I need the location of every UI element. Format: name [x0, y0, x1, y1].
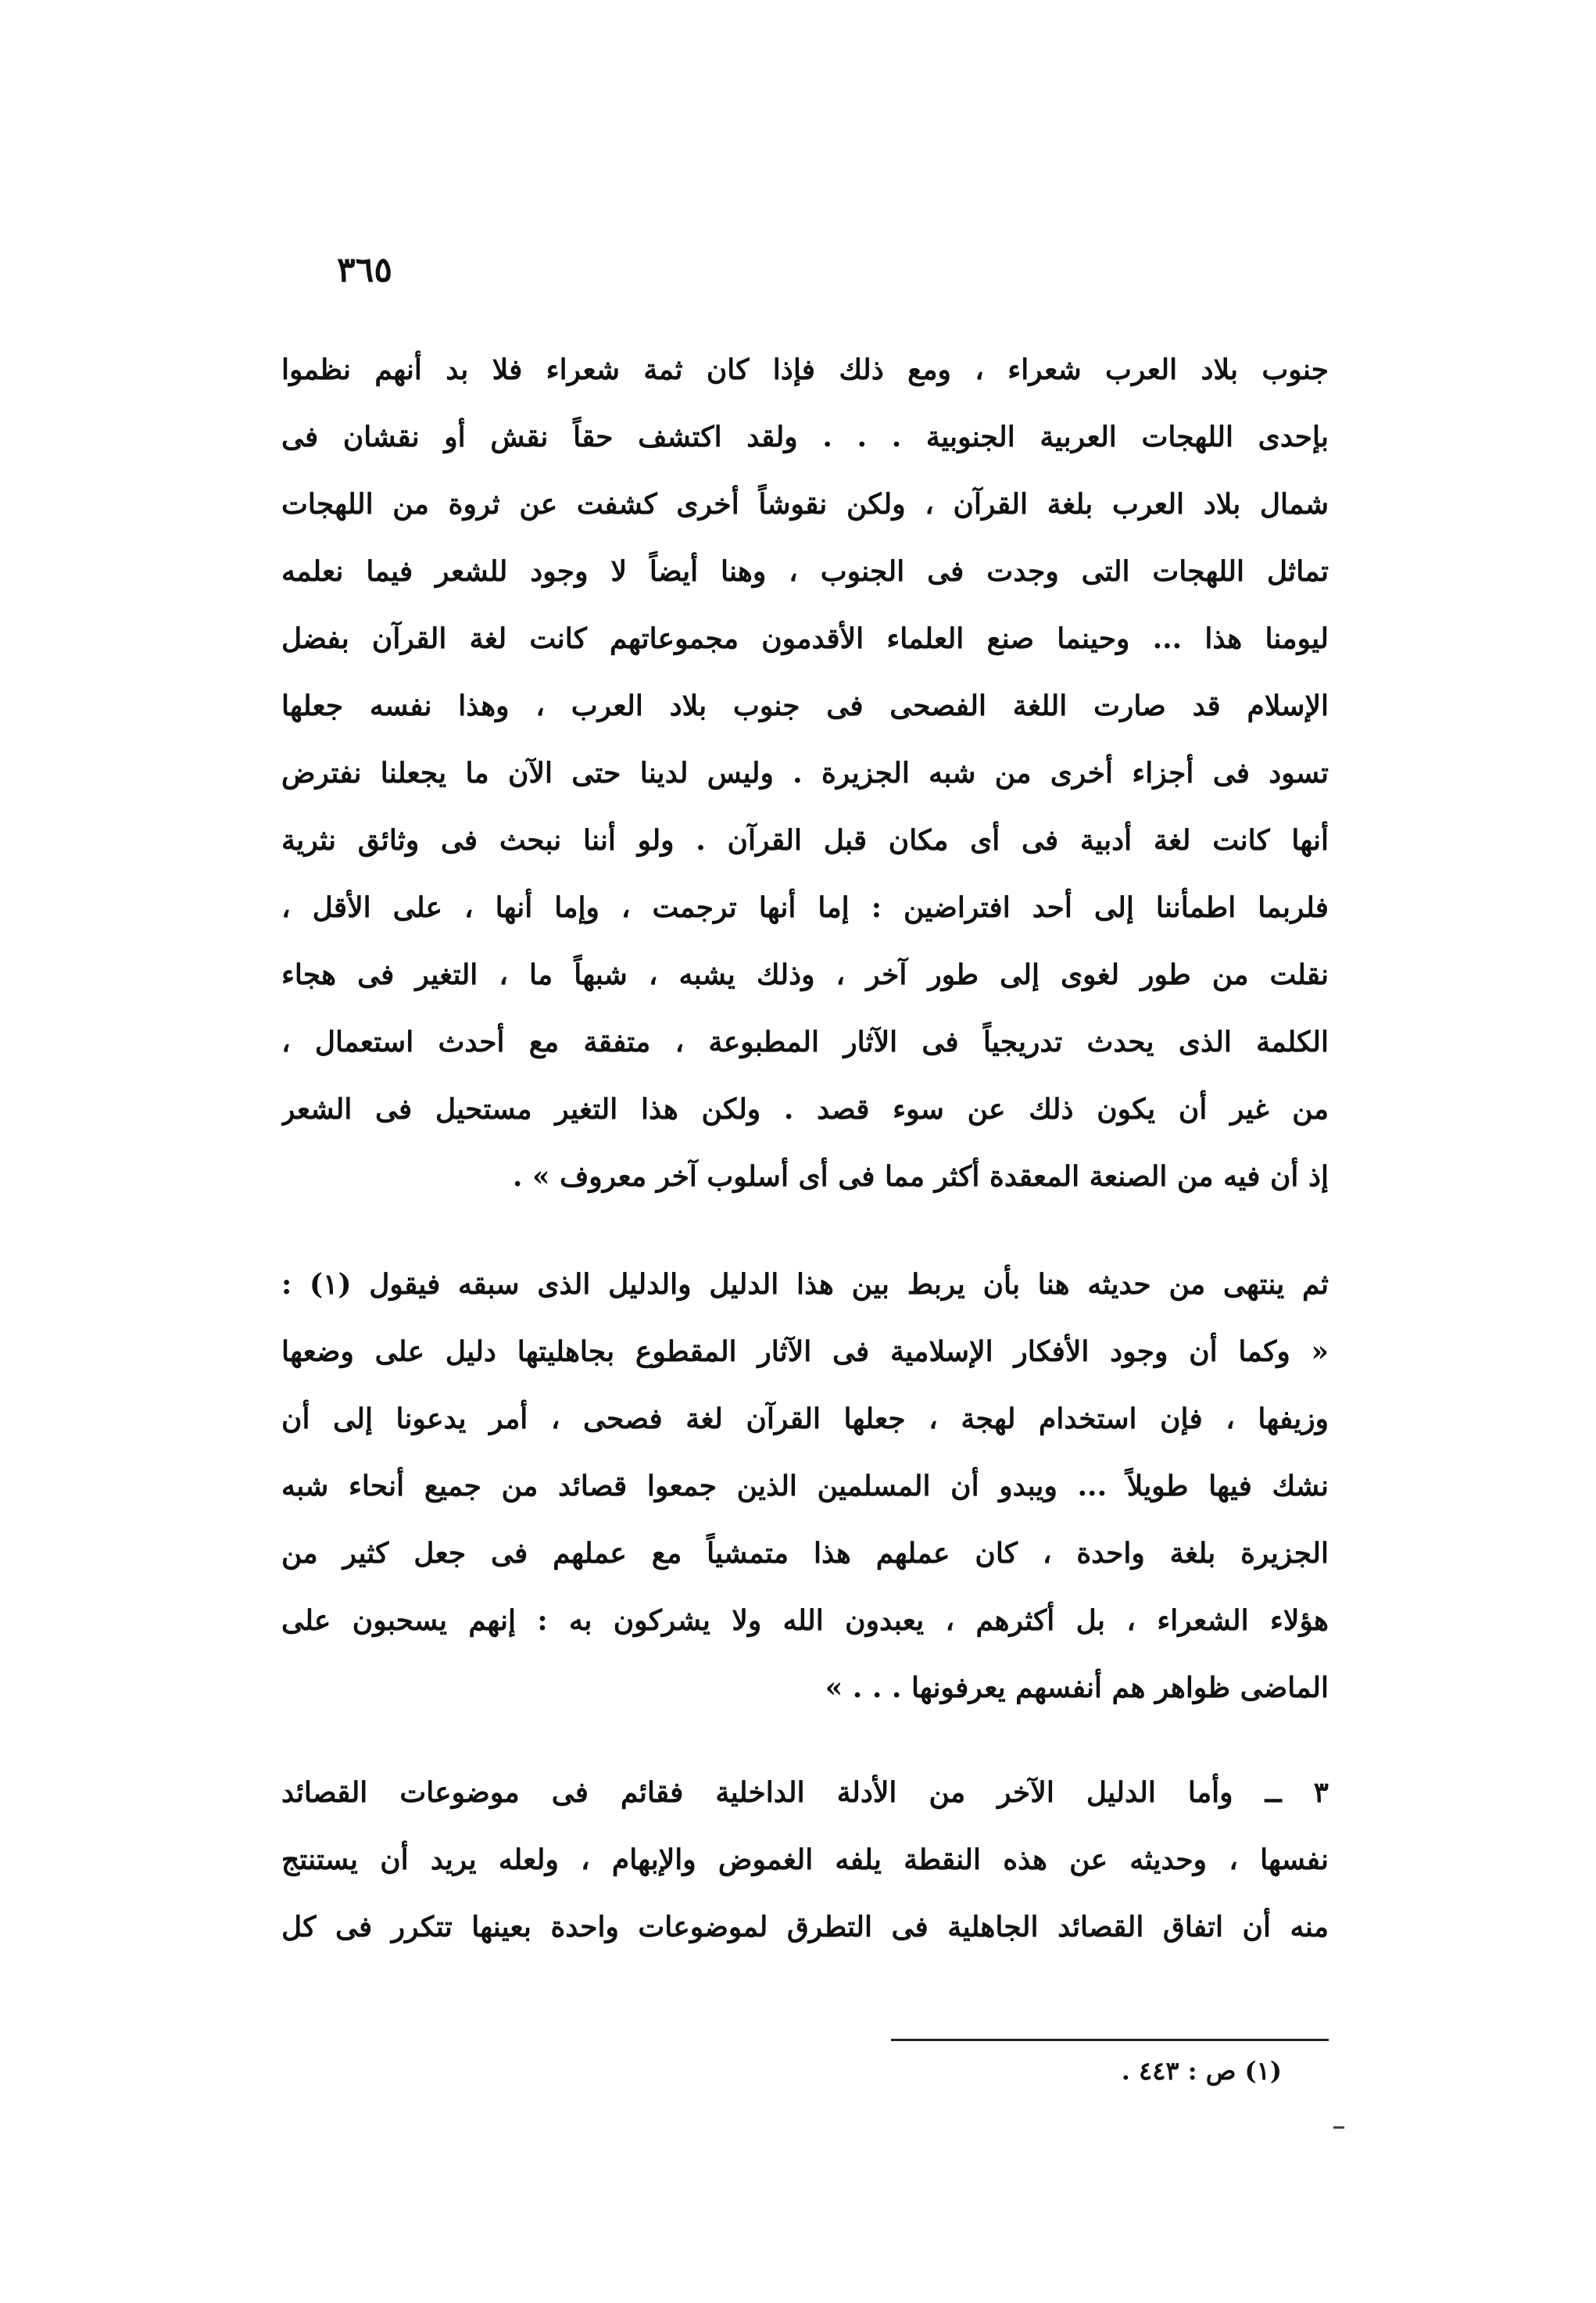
- text-line: وزيفها ، فإن استخدام لهجة ، جعلها القرآن لغة فصحى ، أمر يدعونا إلى أن: [281, 1402, 1329, 1435]
- footnote-divider: [891, 2039, 1329, 2041]
- text-line: منه أن اتفاق القصائد الجاهلية فى التطرق لموضوعات واحدة بعينها تتكرر فى كل: [281, 1911, 1329, 1943]
- text-line: الكلمة الذى يحدث تدريجياً فى الآثار المطبوعة ، متفقة مع أحدث استعمال ،: [281, 1026, 1329, 1058]
- text-line: من غير أن يكون ذلك عن سوء قصد . ولكن هذا التغير مستحيل فى الشعر: [281, 1093, 1329, 1126]
- text-line: تماثل اللهجات التى وجدت فى الجنوب ، وهنا أيضاً لا وجود للشعر فيما نعلمه: [281, 555, 1329, 588]
- text-line: ليومنا هذا ... وحينما صنع العلماء الأقدمون مجموعاتهم كانت لغة القرآن بفضل: [281, 622, 1329, 655]
- text-line: بإحدى اللهجات العربية الجنوبية . . . ولقد اكتشف حقاً نقش أو نقشان فى: [281, 421, 1329, 453]
- text-line: نشك فيها طويلاً ... ويبدو أن المسلمين الذين جمعوا قصائد من جميع أنحاء شبه: [281, 1470, 1329, 1503]
- text-line: جنوب بلاد العرب شعراء ، ومع ذلك فإذا كان ثمة شعراء فلا بد أنهم نظموا: [281, 353, 1329, 386]
- paragraph-2: [281, 1251, 1329, 1721]
- text-line: هؤلاء الشعراء ، بل أكثرهم ، يعبدون الله ولا يشركون به : إنهم يسحبون على: [281, 1604, 1329, 1637]
- page-number: ٣٦٥: [337, 250, 392, 290]
- text-line: نقلت من طور لغوى إلى طور آخر ، وذلك يشبه ، شبهاً ما ، التغير فى هجاء: [281, 958, 1329, 991]
- margin-mark: [1333, 2126, 1344, 2129]
- footnote: (١) ص : ٤٤٣ .: [1121, 2056, 1282, 2086]
- text-line: ثم ينتهى من حديثه هنا بأن يربط بين هذا الدليل والدليل الذى سبقه فيقول (١) :: [281, 1268, 1329, 1301]
- text-line: ٣ ــ وأما الدليل الآخر من الأدلة الداخلية فقائم فى موضوعات القصائد: [281, 1776, 1329, 1809]
- text-line: إذ أن فيه من الصنعة المعقدة أكثر مما فى أى أسلوب آخر معروف » .: [512, 1160, 1329, 1193]
- text-line: الماضى ظواهر هم أنفسهم يعرفونها . . . »: [825, 1671, 1329, 1704]
- paragraph-3: [281, 1759, 1329, 1961]
- text-line: الجزيرة بلغة واحدة ، كان عملهم هذا متمشياً مع عملهم فى جعل كثير من: [281, 1537, 1329, 1570]
- paragraph-1: [281, 336, 1329, 1210]
- text-line: نفسها ، وحديثه عن هذه النقطة يلفه الغموض والإبهام ، ولعله يريد أن يستنتج: [281, 1843, 1329, 1876]
- text-line: « وكما أن وجود الأفكار الإسلامية فى الآثار المقطوع بجاهليتها دليل على وضعها: [281, 1335, 1329, 1368]
- text-line: شمال بلاد العرب بلغة القرآن ، ولكن نقوشاً أخرى كشفت عن ثروة من اللهجات: [281, 488, 1329, 521]
- text-line: تسود فى أجزاء أخرى من شبه الجزيرة . وليس لدينا حتى الآن ما يجعلنا نفترض: [281, 757, 1329, 790]
- text-line: الإسلام قد صارت اللغة الفصحى فى جنوب بلاد العرب ، وهذا نفسه جعلها: [281, 689, 1329, 722]
- text-line: أنها كانت لغة أدبية فى أى مكان قبل القرآن . ولو أننا نبحث فى وثائق نثرية: [281, 824, 1329, 857]
- text-line: فلربما اطمأننا إلى أحد افتراضين : إما أنها ترجمت ، وإما أنها ، على الأقل ،: [281, 891, 1329, 924]
